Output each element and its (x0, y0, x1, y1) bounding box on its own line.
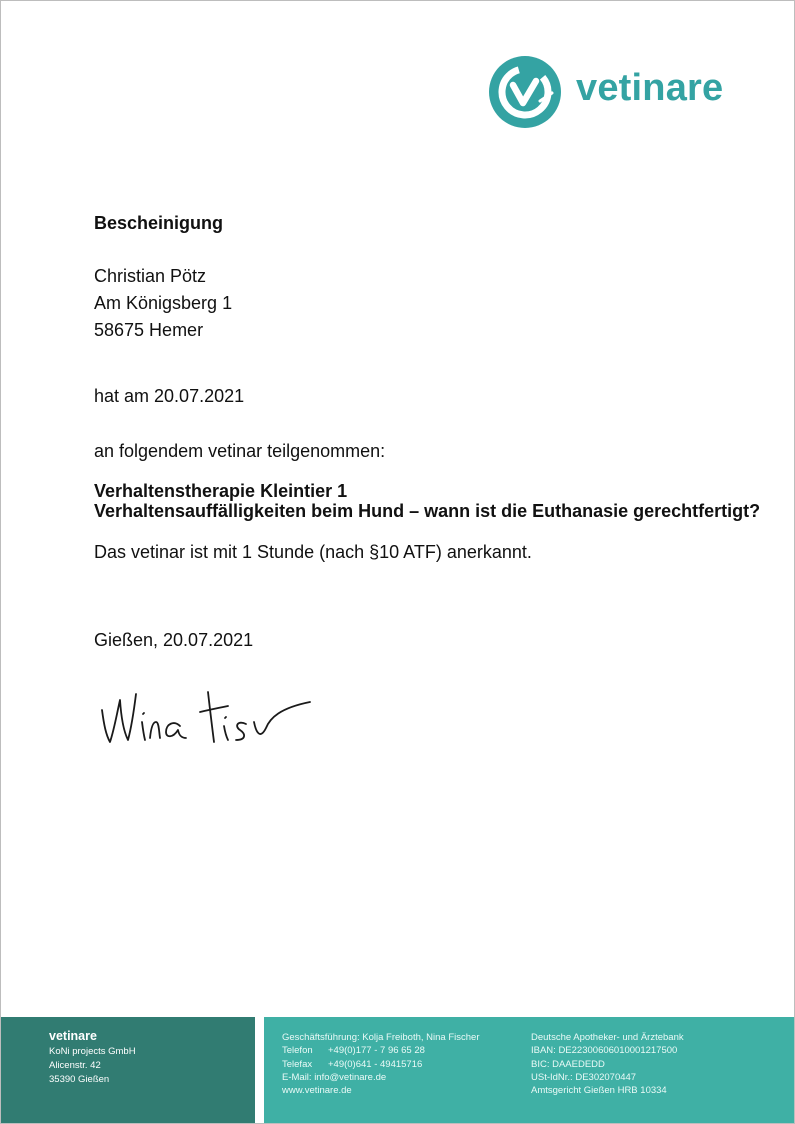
footer-phone-label: Telefon (282, 1045, 313, 1056)
intro-text: an folgendem vetinar teilgenommen: (94, 441, 386, 461)
course-title-1: Verhaltenstherapie Kleintier 1 (94, 481, 348, 501)
footer-company-block (1, 1017, 255, 1123)
footer-fax: +49(0)641 - 49415716 (328, 1059, 423, 1070)
signature (96, 680, 316, 755)
recipient-street: Am Königsberg 1 (94, 293, 233, 313)
footer-management: Geschäftsführung: Kolja Freiboth, Nina Fischer (282, 1032, 480, 1043)
recognition-text: Das vetinar ist mit 1 Stunde (nach §10 ATF) anerkannt. (94, 542, 532, 562)
course-title-2: Verhaltensauffälligkeiten beim Hund – wann ist die Euthanasie gerechtfertigt? (94, 501, 761, 521)
document-heading: Bescheinigung (94, 213, 224, 233)
footer-vat-id: USt-IdNr.: DE302070447 (531, 1072, 637, 1083)
footer-bank-name: Deutsche Apotheker- und Ärztebank (531, 1032, 684, 1043)
recipient-name: Christian Pötz (94, 266, 207, 286)
vetinare-logo (488, 55, 738, 129)
footer-company-name: KoNi projects GmbH (49, 1046, 136, 1057)
footer-court: Amtsgericht Gießen HRB 10334 (531, 1085, 667, 1096)
logo-wordmark: vetinare (576, 67, 724, 109)
footer-company-city: 35390 Gießen (49, 1074, 110, 1085)
footer-fax-label: Telefax (282, 1059, 313, 1070)
footer-website: www.vetinare.de (282, 1085, 352, 1096)
footer-company-street: Alicenstr. 42 (49, 1060, 101, 1071)
footer-iban: IBAN: DE22300606010001217500 (531, 1045, 678, 1056)
vetinare-logo-icon (488, 55, 562, 129)
footer-details-block (264, 1017, 794, 1123)
footer-brand: vetinare (49, 1029, 97, 1043)
footer-bic: BIC: DAAEDEDD (531, 1059, 605, 1070)
footer-email: E-Mail: info@vetinare.de (282, 1072, 387, 1083)
recipient-city: 58675 Hemer (94, 320, 204, 340)
place-date: Gießen, 20.07.2021 (94, 630, 254, 650)
footer-phone: +49(0)177 - 7 96 65 28 (328, 1045, 425, 1056)
attendance-date: hat am 20.07.2021 (94, 386, 245, 406)
